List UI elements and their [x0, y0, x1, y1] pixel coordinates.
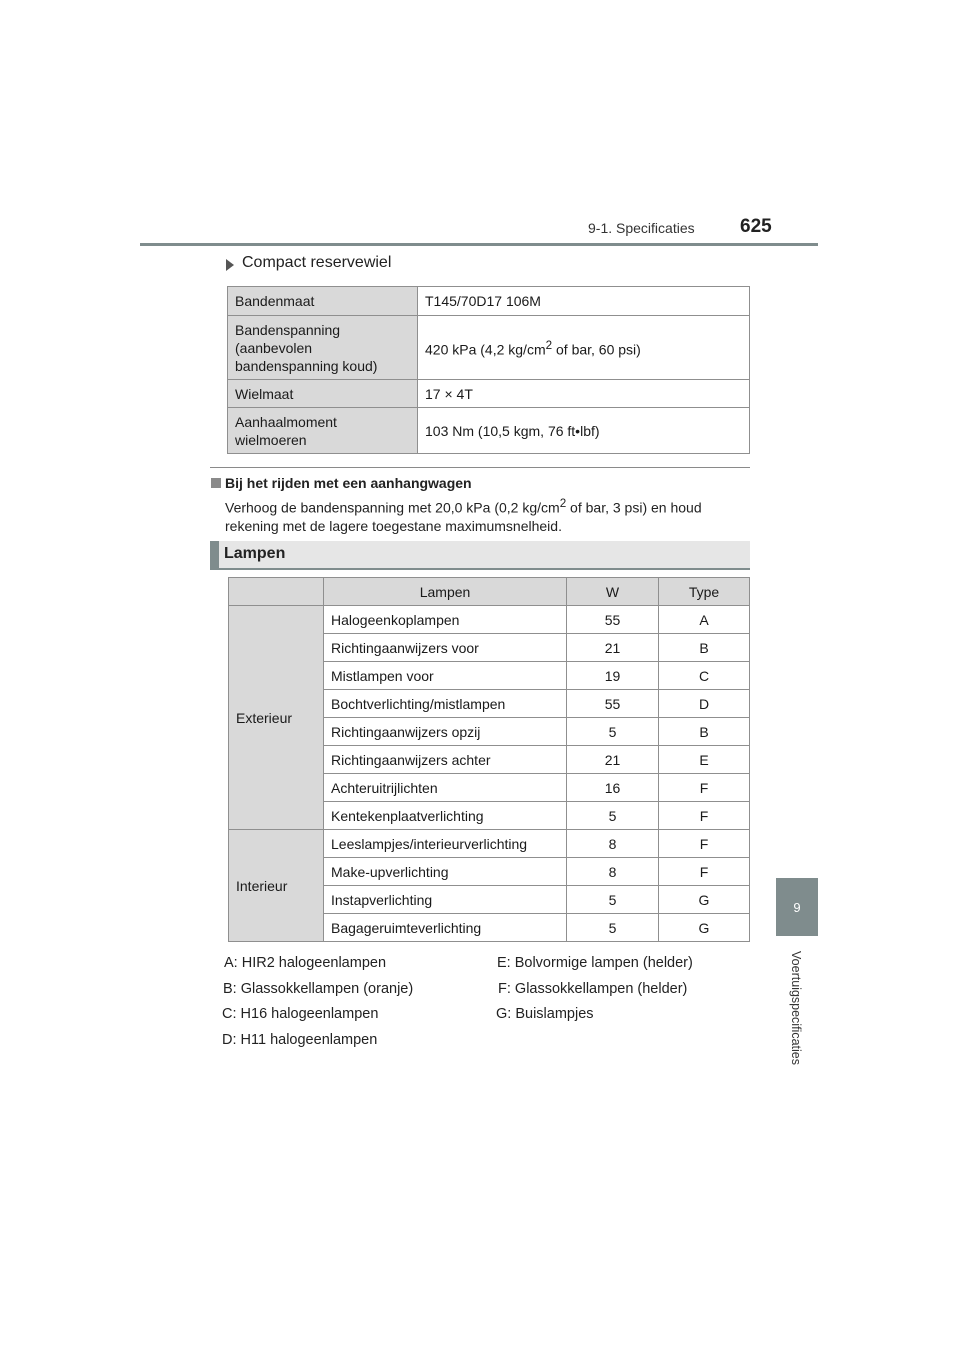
spec-value: 103 Nm (10,5 kgm, 76 ft•lbf) — [418, 408, 750, 454]
spec-label: Bandenspanning (aanbevolen bandenspanning koud) — [228, 316, 418, 380]
lamp-watt: 55 — [567, 606, 659, 634]
note-title: Bij het rijden met een aanhangwagen — [225, 475, 472, 491]
spec-value: 17 × 4T — [418, 380, 750, 408]
lamp-name: Richtingaanwijzers opzij — [324, 718, 567, 746]
lamp-type: G — [659, 886, 750, 914]
lamp-name: Leeslampjes/interieurverlichting — [324, 830, 567, 858]
lamp-name: Richtingaanwijzers achter — [324, 746, 567, 774]
note-text — [225, 495, 750, 535]
lamp-watt: 55 — [567, 690, 659, 718]
header-cell-type: Type — [659, 578, 750, 606]
table-row — [228, 408, 750, 454]
lamp-name: Bagageruimteverlichting — [324, 914, 567, 942]
legend-item-e: E: Bolvormige lampen (helder) — [497, 955, 693, 971]
note-text-part: Verhoog de bandenspanning met 20,0 kPa (0,2 kg/cm — [225, 499, 560, 516]
chapter-tab-label-text: Voertuigspecificaties — [789, 951, 803, 1065]
lamp-name: Mistlampen voor — [324, 662, 567, 690]
table-row — [229, 830, 750, 858]
divider — [210, 467, 750, 468]
superscript: 2 — [545, 338, 553, 352]
lamp-type: B — [659, 634, 750, 662]
note-text-part: of bar, 3 psi) en houd rekening met de lagere toegestane maximumsnelheid. — [225, 499, 702, 534]
lamp-watt: 5 — [567, 886, 659, 914]
header-cell-watt: W — [567, 578, 659, 606]
section-title: 9-1. Specificaties — [588, 220, 695, 236]
lamps-table — [228, 577, 750, 942]
group-cell: Interieur — [229, 830, 324, 942]
page-number: 625 — [740, 216, 772, 237]
lamp-type: G — [659, 914, 750, 942]
lamp-watt: 5 — [567, 718, 659, 746]
header-rule — [140, 243, 818, 246]
spare-wheel-table — [227, 286, 750, 454]
lamp-watt: 21 — [567, 634, 659, 662]
heading-accent-bar — [210, 541, 219, 568]
spec-value-text: 420 kPa (4,2 kg/cm — [425, 341, 546, 358]
lamp-type: A — [659, 606, 750, 634]
lamp-name: Make-upverlichting — [324, 858, 567, 886]
lamp-name: Halogeenkoplampen — [324, 606, 567, 634]
lamp-name: Kentekenplaatverlichting — [324, 802, 567, 830]
legend-item-d: D: H11 halogeenlampen — [222, 1032, 378, 1048]
legend-item-b: B: Glassokkellampen (oranje) — [223, 981, 414, 997]
table-row — [229, 606, 750, 634]
lamp-watt: 21 — [567, 746, 659, 774]
lamp-type: C — [659, 662, 750, 690]
lamp-name: Richtingaanwijzers voor — [324, 634, 567, 662]
header-cell-empty — [229, 578, 324, 606]
lamp-name: Bochtverlichting/mistlampen — [324, 690, 567, 718]
square-bullet-icon — [211, 478, 221, 488]
chapter-tab-number: 9 — [776, 878, 818, 936]
legend-item-c: C: H16 halogeenlampen — [222, 1006, 379, 1022]
spec-value: T145/70D17 106M — [418, 287, 750, 316]
table-row — [228, 316, 750, 380]
lamp-watt: 16 — [567, 774, 659, 802]
legend-item-a: A: HIR2 halogeenlampen — [224, 955, 387, 971]
lamp-watt: 5 — [567, 802, 659, 830]
legend-item-g: G: Buislampjes — [496, 1006, 594, 1022]
lamp-type: B — [659, 718, 750, 746]
lamp-type: F — [659, 858, 750, 886]
lamp-name: Instapverlichting — [324, 886, 567, 914]
lamp-type: E — [659, 746, 750, 774]
spec-value-text: of bar, 60 psi) — [552, 341, 641, 358]
lamp-type: F — [659, 802, 750, 830]
lamp-watt: 8 — [567, 858, 659, 886]
spec-label: Wielmaat — [228, 380, 418, 408]
lamp-type: F — [659, 830, 750, 858]
lamp-watt: 19 — [567, 662, 659, 690]
table-header-row — [229, 578, 750, 606]
group-cell: Exterieur — [229, 606, 324, 830]
section-heading — [210, 541, 750, 570]
lamp-name: Achteruitrijlichten — [324, 774, 567, 802]
arrow-right-icon — [226, 259, 234, 271]
table-row — [228, 380, 750, 408]
chapter-tab-label — [774, 940, 818, 1076]
lamp-type: F — [659, 774, 750, 802]
table-row — [228, 287, 750, 316]
lamps-heading: Lampen — [224, 545, 286, 562]
lamp-watt: 8 — [567, 830, 659, 858]
spare-wheel-title: Compact reservewiel — [242, 254, 392, 271]
lamp-watt: 5 — [567, 914, 659, 942]
lamp-type: D — [659, 690, 750, 718]
superscript: 2 — [559, 497, 567, 510]
spec-label: Bandenmaat — [228, 287, 418, 316]
legend-item-f: F: Glassokkellampen (helder) — [498, 981, 688, 997]
header-cell-lamp: Lampen — [324, 578, 567, 606]
spec-label: Aanhaalmoment wielmoeren — [228, 408, 418, 454]
spec-value — [418, 316, 750, 380]
